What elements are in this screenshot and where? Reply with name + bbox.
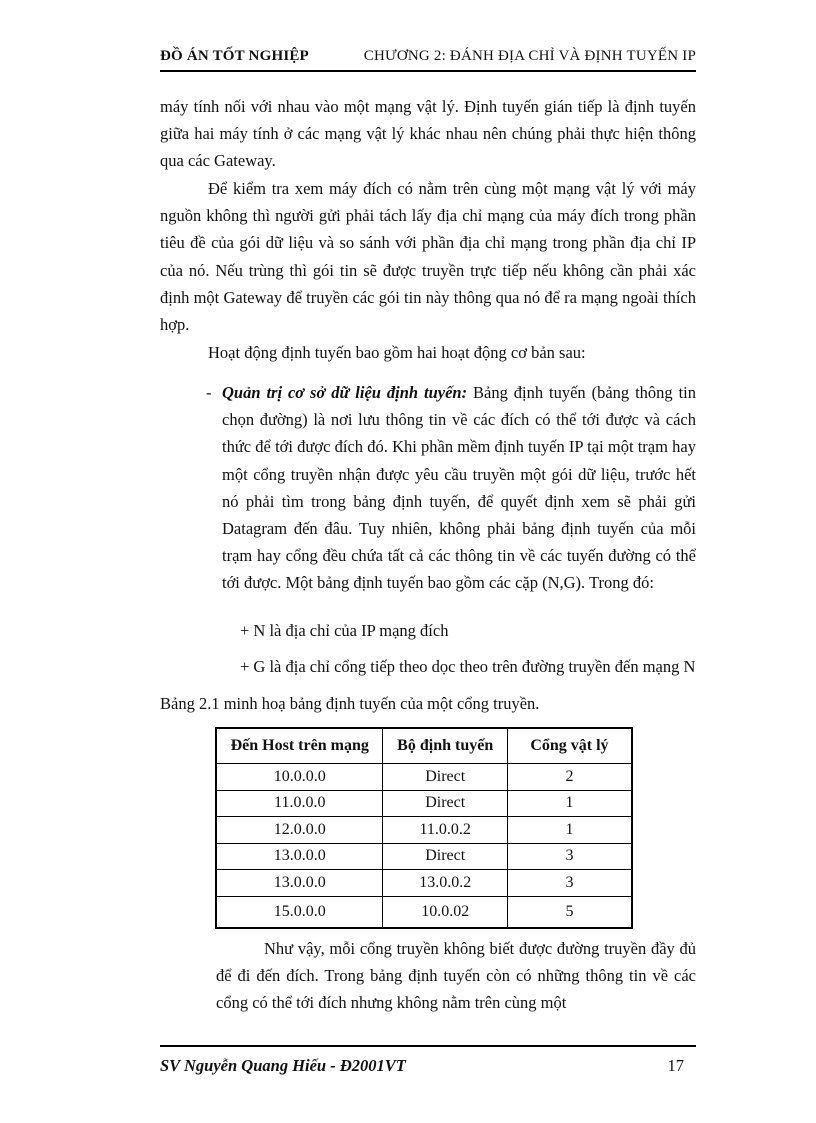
bullet-text: Bảng định tuyến (bảng thông tin chọn đường) là nơi lưu thông tin về các đích có thể tới được và cách thức để tới được đích đó. Khi phần mềm định tuyến IP tại một trạm hay một cổng truyền nhận được yêu cầu truyền một gói dữ liệu, trước hết nó phải tìm trong bảng định tuyến, để quyết định xem sẽ phải gửi Datagram đến đâu. Tuy nhiên, không phải bảng định tuyến của mỗi trạm hay cổng đều chứa tất cả các thông tin về các tuyến đường có thể tới được. Một bảng định tuyến bao gồm các cặp (N,G). Trong đó: — [222, 383, 696, 593]
table-row — [216, 790, 632, 817]
table-cell: 11.0.0.0 — [216, 790, 383, 817]
table-row — [216, 896, 632, 928]
table-cell: 1 — [507, 817, 632, 844]
page-footer — [160, 1045, 696, 1075]
table-cell: 12.0.0.0 — [216, 817, 383, 844]
table-row — [216, 764, 632, 791]
table-cell: 13.0.0.0 — [216, 870, 383, 897]
table-caption: Bảng 2.1 minh hoạ bảng định tuyến của một cổng truyền. — [160, 694, 540, 713]
table-cell: 10.0.0.0 — [216, 764, 383, 791]
table-cell: Direct — [383, 790, 507, 817]
page-number: 17 — [667, 1056, 684, 1075]
table-cell: 3 — [507, 870, 632, 897]
bullet-item — [208, 379, 696, 597]
page-header — [160, 46, 696, 72]
table-cell: 1 — [507, 790, 632, 817]
sub-item-n: + N là địa chỉ của IP mạng đích — [240, 621, 449, 640]
paragraph-4: Như vậy, mỗi cổng truyền không biết được đường truyền đầy đủ để đi đến đích. Trong bảng định tuyến còn có những thông tin về các cổng có thể tới đích nhưng không nằm trên cùng một — [216, 939, 696, 1013]
table-row — [216, 843, 632, 870]
paragraph-2: Để kiểm tra xem máy đích có nằm trên cùng một mạng vật lý với máy nguồn không thì người gửi phải tách lấy địa chỉ mạng của máy đích trong phần tiêu đề của gói dữ liệu và so sánh với phần địa chỉ mạng trong phần địa chỉ IP của nó. Nếu trùng thì gói tin sẽ được truyền trực tiếp nếu không cần phải xác định một Gateway để truyền các gói tin này thông qua nó để ra mạng ngoài thích hợp. — [160, 179, 696, 335]
bullet-dash: - — [206, 383, 212, 402]
table-cell: 10.0.02 — [383, 896, 507, 928]
sub-item-g: + G là địa chỉ cổng tiếp theo dọc theo trên đường truyền đến mạng N — [240, 657, 696, 676]
table-cell: 3 — [507, 843, 632, 870]
table-cell: Direct — [383, 843, 507, 870]
footer-author: SV Nguyễn Quang Hiếu - Đ2001VT — [160, 1056, 406, 1075]
bullet-body — [222, 379, 696, 597]
header-cell: Đến Host trên mạng — [216, 728, 383, 764]
table-cell: 5 — [507, 896, 632, 928]
table-row — [216, 817, 632, 844]
paragraph-3: Hoạt động định tuyến bao gồm hai hoạt động cơ bản sau: — [208, 343, 586, 362]
paragraph-1: máy tính nối với nhau vào một mạng vật lý. Định tuyến gián tiếp là định tuyến giữa hai máy tính ở các mạng vật lý khác nhau nên chúng phải thực hiện thông qua các Gateway. — [160, 97, 696, 171]
table-header-row — [216, 728, 632, 764]
header-title: ĐỒ ÁN TỐT NGHIỆP — [160, 48, 309, 64]
routing-table — [215, 727, 633, 929]
table-cell: Direct — [383, 764, 507, 791]
header-chapter: CHƯƠNG 2: ĐÁNH ĐỊA CHỈ VÀ ĐỊNH TUYẾN IP — [363, 48, 696, 64]
header-cell: Cổng vật lý — [507, 728, 632, 764]
bullet-lead: Quản trị cơ sở dữ liệu định tuyến: — [222, 383, 468, 402]
header-cell: Bộ định tuyến — [383, 728, 507, 764]
table-row — [216, 870, 632, 897]
table-cell: 11.0.0.2 — [383, 817, 507, 844]
table-cell: 13.0.0.2 — [383, 870, 507, 897]
table-cell: 15.0.0.0 — [216, 896, 383, 928]
table-cell: 2 — [507, 764, 632, 791]
table-cell: 13.0.0.0 — [216, 843, 383, 870]
